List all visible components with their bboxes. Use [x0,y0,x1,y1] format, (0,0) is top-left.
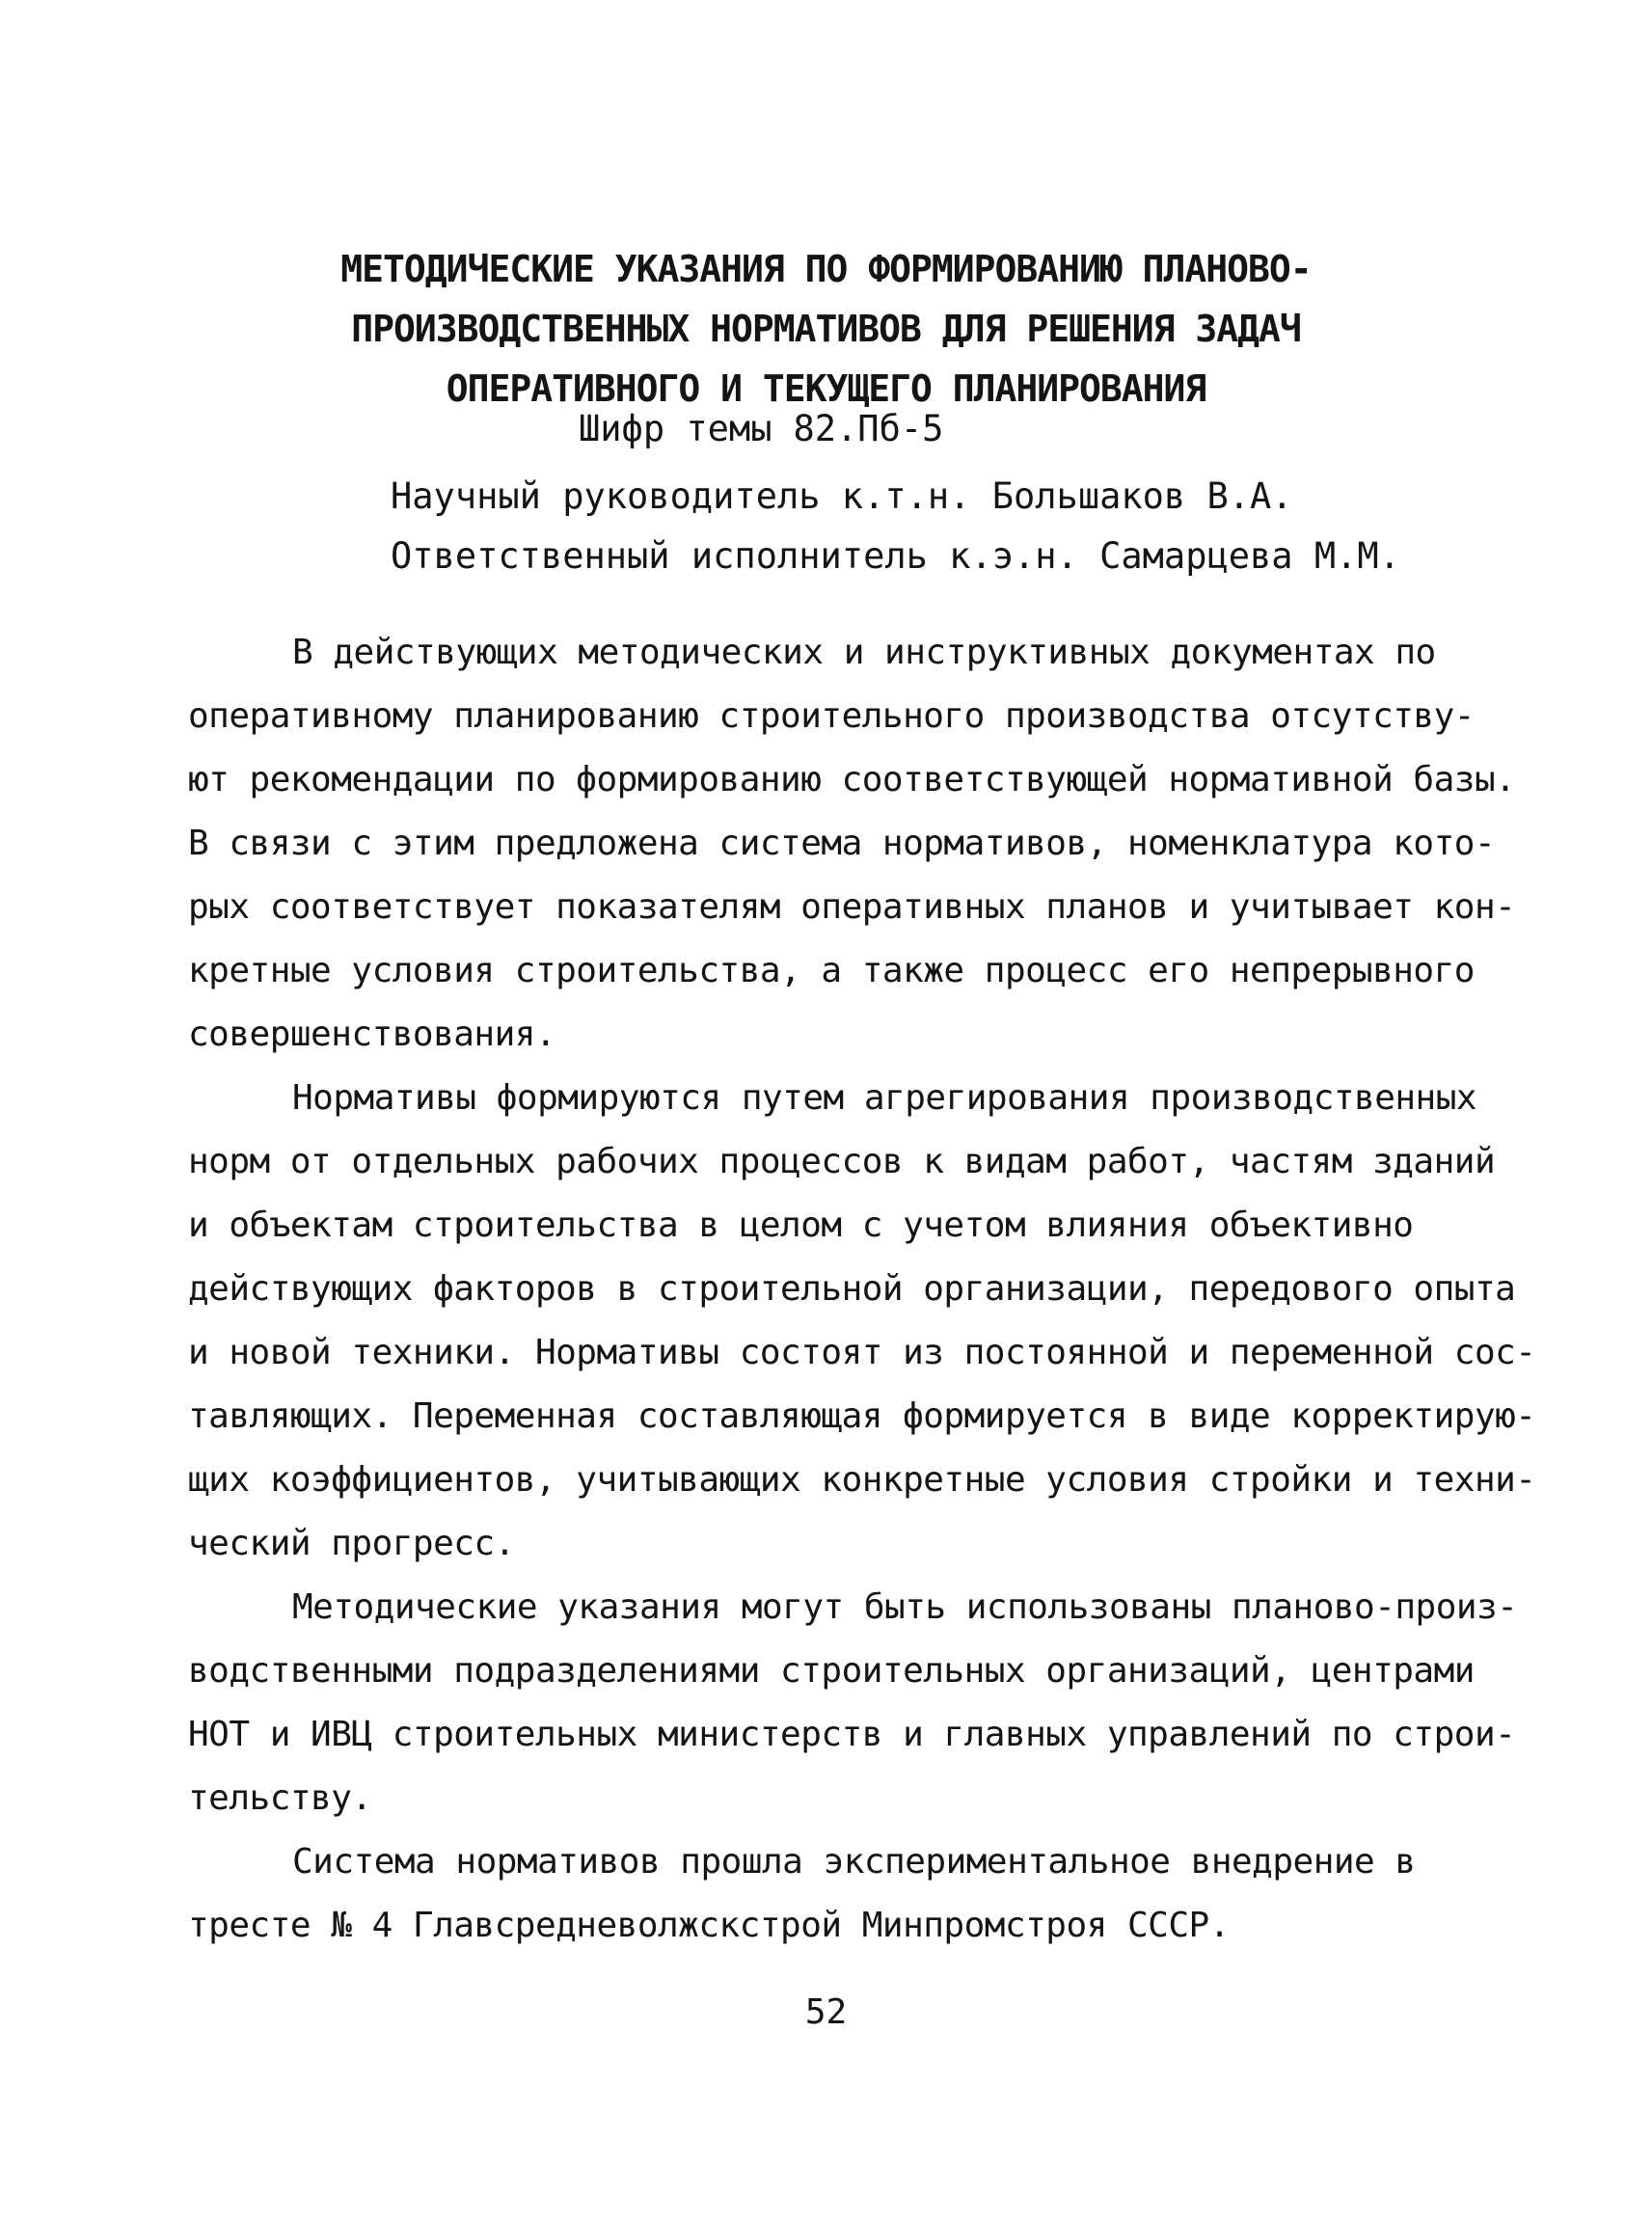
document-title [0,239,1652,419]
topic-cipher [579,405,943,453]
paragraph-2-line-8: ческий прогресс. [188,1524,515,1563]
paragraph-1-line-5: рых соответствует показателям оперативных планов и учитывает кон- [188,887,1516,927]
cipher-code: 82.Пб-5 [793,408,944,449]
paragraph-2-line-5: и новой техники. Нормативы состоят из постоянной и переменной сос- [188,1333,1536,1372]
responsible-persons [391,467,1400,586]
page-number: 52 [804,1992,848,2032]
paragraph-1-line-6: кретные условия строительства, а также процесс его непрерывного [188,951,1475,990]
abstract-body [188,621,1536,1958]
paragraph-1-line-7: совершенствования. [188,1015,556,1054]
paragraph-1-line-2: оперативному планированию строительного производства отсутству- [188,696,1475,736]
paragraph-3-line-4: тельству. [188,1778,372,1818]
paragraph-4-line-2: тресте № 4 Главсредневолжскстрой Минпромстроя СССР. [188,1906,1230,1945]
paragraph-2-line-2: норм от отдельных рабочих процессов к видам работ, частям зданий [188,1142,1496,1181]
responsible-executor: Ответственный исполнитель к.э.н. Самарцева М.М. [391,535,1400,577]
paragraph-1-line-4: В связи с этим предложена система нормативов, номенклатура кото- [188,824,1496,863]
title-line-3: ОПЕРАТИВНОГО И ТЕКУЩЕГО ПЛАНИРОВАНИЯ [446,367,1206,410]
scientific-supervisor: Научный руководитель к.т.н. Большаков В.А. [391,475,1293,517]
paragraph-3-line-1: Методические указания могут быть использованы планово-произ- [292,1587,1518,1627]
title-line-1: МЕТОДИЧЕСКИЕ УКАЗАНИЯ ПО ФОРМИРОВАНИЮ ПЛАНОВО- [340,248,1312,290]
paragraph-2-line-7: щих коэффициентов, учитывающих конкретные условия стройки и техни- [188,1460,1536,1500]
paragraph-2-line-4: действующих факторов в строительной организации, передового опыта [188,1269,1516,1309]
paragraph-4-line-1: Система нормативов прошла экспериментальное внедрение в [292,1842,1416,1882]
paragraph-3-line-3: НОТ и ИВЦ строительных министерств и главных управлений по строи- [188,1715,1516,1754]
paragraph-2-line-6: тавляющих. Переменная составляющая формируется в виде корректирую- [188,1396,1536,1436]
paragraph-1-line-1: В действующих методических и инструктивных документах по [292,633,1436,672]
cipher-label: Шифр темы [579,408,772,449]
paragraph-3-line-2: водственными подразделениями строительных организаций, центрами [188,1651,1475,1691]
paragraph-2-line-3: и объектам строительства в целом с учетом влияния объективно [188,1205,1414,1245]
title-line-2: ПРОИЗВОДСТВЕННЫХ НОРМАТИВОВ ДЛЯ РЕШЕНИЯ ЗАДАЧ [351,308,1301,350]
paragraph-2-line-1: Нормативы формируются путем агрегирования производственных [292,1078,1477,1118]
paragraph-1-line-3: ют рекомендации по формированию соответствующей нормативной базы. [188,760,1516,799]
